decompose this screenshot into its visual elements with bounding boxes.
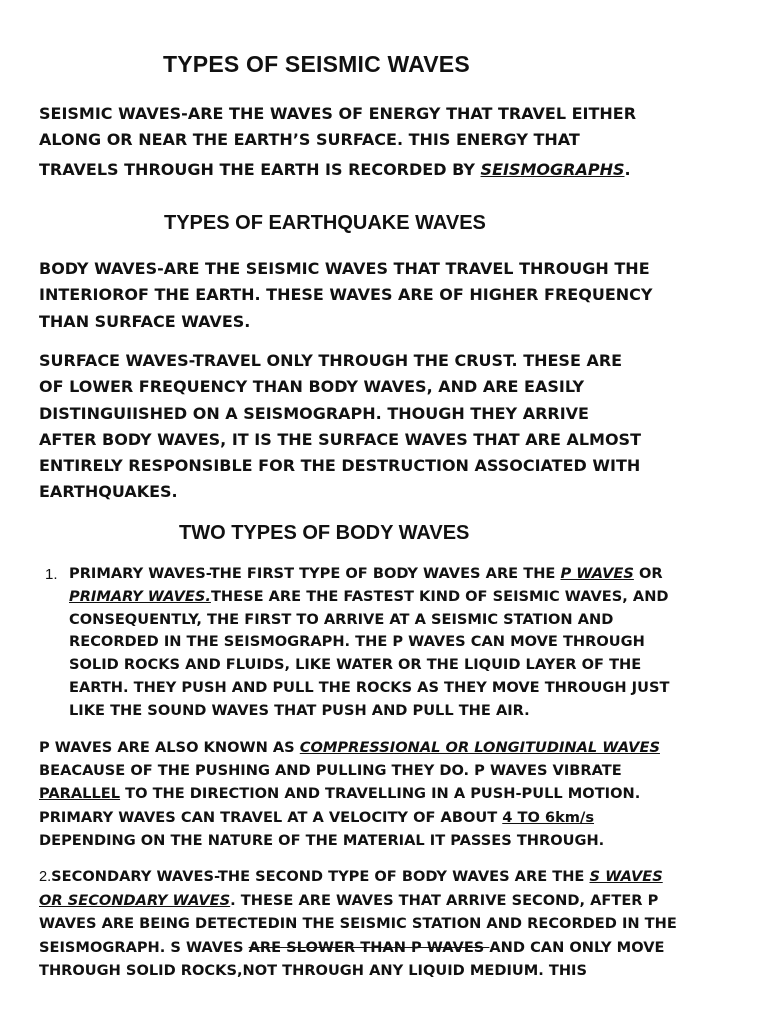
compressional-waves-term: COMPRESSIONAL OR LONGITUDINAL WAVES: [299, 739, 660, 756]
paragraph-line: THROUGH SOLID ROCKS,NOT THROUGH ANY LIQUID MEDIUM. THIS: [39, 961, 587, 979]
paragraph-line: ENTIRELY RESPONSIBLE FOR THE DESTRUCTION ASSOCIATED WITH: [39, 456, 641, 476]
paragraph-text: PRIMARY WAVES CAN TRAVEL AT A VELOCITY OF ABOUT: [39, 808, 503, 826]
velocity-term: 4 TO 6km/s: [502, 808, 595, 826]
parallel-term: PARALLEL: [39, 785, 121, 803]
struck-text: ARE SLOWER THAN P WAVES: [248, 938, 490, 956]
list-line: RECORDED IN THE SEISMOGRAPH. THE P WAVES CAN MOVE THROUGH: [69, 633, 645, 651]
paragraph-text: TO THE DIRECTION AND TRAVELLING IN A PUSH-PULL MOTION.: [120, 785, 641, 803]
paragraph-line: [39, 806, 739, 829]
list-text: PRIMARY WAVES-THE FIRST TYPE OF BODY WAVES ARE THE: [69, 565, 561, 582]
paragraph-line: [39, 936, 739, 959]
list-line: [69, 563, 669, 586]
seismographs-term: SEISMOGRAPHS: [480, 159, 625, 179]
paragraph-text: SEISMOGRAPH. S WAVES: [39, 938, 249, 956]
paragraph-line: WAVES ARE BEING DETECTEDIN THE SEISMIC STATION AND RECORDED IN THE: [39, 915, 677, 933]
list-line: CONSEQUENTLY, THE FIRST TO ARRIVE AT A SEISMIC STATION AND: [69, 610, 614, 628]
surface-waves-paragraph: [39, 348, 739, 506]
intro-period: .: [624, 159, 631, 179]
paragraph-line: EARTHQUAKES.: [39, 482, 178, 502]
paragraph-line: [39, 782, 739, 805]
list-line: EARTH. THEY PUSH AND PULL THE ROCKS AS THEY MOVE THROUGH JUST: [69, 678, 670, 696]
intro-line: [39, 157, 739, 183]
list-text: THESE ARE THE FASTEST KIND OF SEISMIC WAVES, AND: [210, 587, 669, 605]
list-line: SOLID ROCKS AND FLUIDS, LIKE WATER OR THE LIQUID LAYER OF THE: [69, 656, 642, 674]
s-waves-term: S WAVES: [589, 868, 663, 885]
paragraph-line: BODY WAVES-ARE THE SEISMIC WAVES THAT TRAVEL THROUGH THE: [39, 259, 650, 278]
paragraph-line: [39, 865, 739, 889]
paragraph-line: AFTER BODY WAVES, IT IS THE SURFACE WAVES THAT ARE ALMOST: [39, 429, 641, 449]
section-heading-earthquake-waves: TYPES OF EARTHQUAKE WAVES: [164, 212, 486, 234]
intro-text: TRAVELS THROUGH THE EARTH IS RECORDED BY: [39, 159, 481, 179]
secondary-waves-paragraph: [39, 865, 739, 982]
list-text: OR: [633, 565, 663, 582]
paragraph-text: P WAVES ARE ALSO KNOWN AS: [39, 739, 300, 756]
section-heading-body-waves: TWO TYPES OF BODY WAVES: [179, 522, 470, 544]
paragraph-line: SURFACE WAVES-TRAVEL ONLY THROUGH THE CRUST. THESE ARE: [39, 351, 623, 370]
paragraph-line: THAN SURFACE WAVES.: [39, 311, 251, 331]
page-title: TYPES OF SEISMIC WAVES: [163, 51, 470, 77]
intro-line: SEISMIC WAVES-ARE THE WAVES OF ENERGY THAT TRAVEL EITHER: [39, 104, 637, 123]
paragraph-text: . THESE ARE WAVES THAT ARRIVE SECOND, AFTER P: [230, 892, 659, 910]
paragraph-line: [39, 736, 739, 759]
intro-line: ALONG OR NEAR THE EARTH’S SURFACE. THIS ENERGY THAT: [39, 130, 580, 150]
paragraph-line: INTERIOROF THE EARTH. THESE WAVES ARE OF HIGHER FREQUENCY: [39, 285, 653, 305]
paragraph-line: OF LOWER FREQUENCY THAN BODY WAVES, AND ARE EASILY: [39, 377, 585, 397]
list-number: 1.: [45, 566, 58, 583]
paragraph-line: DISTINGUIISHED ON A SEISMOGRAPH. THOUGH THEY ARRIVE: [39, 403, 589, 423]
secondary-waves-term: OR SECONDARY WAVES: [39, 892, 231, 910]
paragraph-text: AND CAN ONLY MOVE: [489, 938, 665, 956]
paragraph-line: [39, 889, 739, 912]
p-waves-term: P WAVES: [560, 565, 634, 582]
primary-waves-term: PRIMARY WAVES.: [69, 587, 211, 605]
intro-paragraph: [39, 101, 739, 183]
list-number: 2.: [39, 869, 52, 885]
p-waves-paragraph: [39, 736, 739, 852]
body-waves-paragraph: [39, 256, 739, 335]
list-item-text: [69, 563, 669, 723]
list-line: [69, 586, 669, 609]
paragraph-line: BEACAUSE OF THE PUSHING AND PULLING THEY DO. P WAVES VIBRATE: [39, 762, 622, 780]
list-line: LIKE THE SOUND WAVES THAT PUSH AND PULL THE AIR.: [69, 701, 530, 719]
paragraph-text: SECONDARY WAVES-THE SECOND TYPE OF BODY WAVES ARE THE: [51, 868, 590, 885]
paragraph-line: DEPENDING ON THE NATURE OF THE MATERIAL IT PASSES THROUGH.: [39, 831, 605, 849]
